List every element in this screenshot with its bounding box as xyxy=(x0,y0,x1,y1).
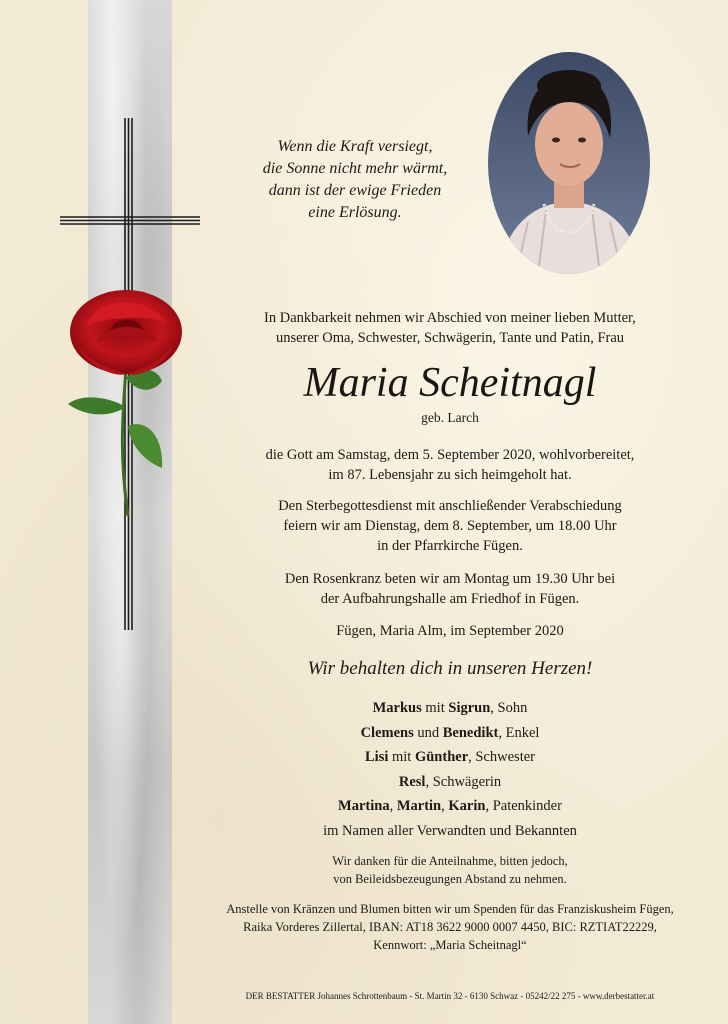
portrait-photo xyxy=(488,52,650,274)
family-row xyxy=(198,745,702,770)
donation-line: Kennwort: „Maria Scheitnagl“ xyxy=(373,938,527,952)
family-name: Martin xyxy=(396,798,442,814)
donation-note xyxy=(198,900,702,954)
poem-line: dann ist der ewige Frieden xyxy=(268,182,442,199)
donation-line: Raika Vorderes Zillertal, IBAN: AT18 3622 9000 0007 4450, BIC: RZTIAT22229, xyxy=(243,920,657,934)
family-name: Sigrun xyxy=(448,700,491,716)
motto: Wir behalten dich in unseren Herzen! xyxy=(307,658,593,679)
family-relation: , Patenkinder xyxy=(485,798,562,814)
family-name: Martina xyxy=(338,798,390,814)
family-name: Benedikt xyxy=(442,724,499,741)
family-name: Günther xyxy=(414,749,469,765)
birth-name: geb. Larch xyxy=(421,410,479,425)
intro-text xyxy=(198,308,702,348)
intro-line: In Dankbarkeit nehmen wir Abschied von meiner lieben Mutter, xyxy=(264,310,636,326)
intro-line: unserer Oma, Schwester, Schwägerin, Tante und Patin, Frau xyxy=(275,330,625,346)
family-separator: , xyxy=(389,798,397,814)
family-connector: mit xyxy=(421,700,449,716)
deceased-name: Maria Scheitnagl xyxy=(303,360,597,406)
rosary-line: der Aufbahrungshalle am Friedhof in Fügen. xyxy=(320,591,580,607)
family-connector: mit xyxy=(388,749,415,765)
thanks-note xyxy=(198,852,702,888)
funeral-notice xyxy=(198,496,702,556)
family-name: Resl xyxy=(398,773,426,790)
funeral-line: Den Sterbegottesdienst mit anschließender Verabschiedung xyxy=(278,498,622,514)
death-notice-line: im 87. Lebensjahr zu sich heimgeholt hat. xyxy=(328,467,572,483)
family-row xyxy=(198,721,702,746)
family-relation: , Enkel xyxy=(498,724,540,741)
family-relation: , Schwester xyxy=(468,749,535,765)
family-name: Clemens xyxy=(360,724,414,741)
thanks-line: Wir danken für die Anteilnahme, bitten jedoch, xyxy=(332,854,568,868)
family-row xyxy=(198,696,702,721)
funeral-line: in der Pfarrkirche Fügen. xyxy=(377,538,523,554)
poem-line: eine Erlösung. xyxy=(308,204,402,221)
poem-line: die Sonne nicht mehr wärmt, xyxy=(262,160,448,177)
family-name: Lisi xyxy=(365,749,389,765)
family-name: Markus xyxy=(372,700,422,716)
funeral-home-footer: DER BESTATTER Johannes Schrottenbaum - St. Martin 32 - 6130 Schwaz - 05242/22 275 - www.derbestatter.at xyxy=(245,991,655,1001)
death-notice-line: die Gott am Samstag, dem 5. September 2020, wohlvorbereitet, xyxy=(265,447,635,463)
poem xyxy=(232,136,478,224)
rose-icon xyxy=(66,286,190,522)
poem-line: Wenn die Kraft versiegt, xyxy=(277,138,433,155)
family-relation: , Sohn xyxy=(490,700,528,716)
death-notice xyxy=(198,445,702,485)
donation-line: Anstelle von Kränzen und Blumen bitten wir um Spenden für das Franziskusheim Fügen, xyxy=(226,902,674,916)
family-name: Karin xyxy=(448,798,486,814)
family-row xyxy=(198,794,702,819)
rosary-line: Den Rosenkranz beten wir am Montag um 19.30 Uhr bei xyxy=(284,571,616,587)
family-relation: , Schwägerin xyxy=(425,773,502,790)
place-date: Fügen, Maria Alm, im September 2020 xyxy=(336,623,564,639)
family-connector: und xyxy=(413,724,443,741)
family-closing: im Namen aller Verwandten und Bekannten xyxy=(323,822,577,839)
funeral-line: feiern wir am Dienstag, dem 8. September, um 18.00 Uhr xyxy=(283,518,617,534)
family-row xyxy=(198,770,702,795)
family-separator: , xyxy=(441,798,449,814)
family-list xyxy=(198,696,702,843)
thanks-line: von Beileidsbezeugungen Abstand zu nehmen. xyxy=(333,872,567,886)
rosary-notice xyxy=(198,569,702,609)
